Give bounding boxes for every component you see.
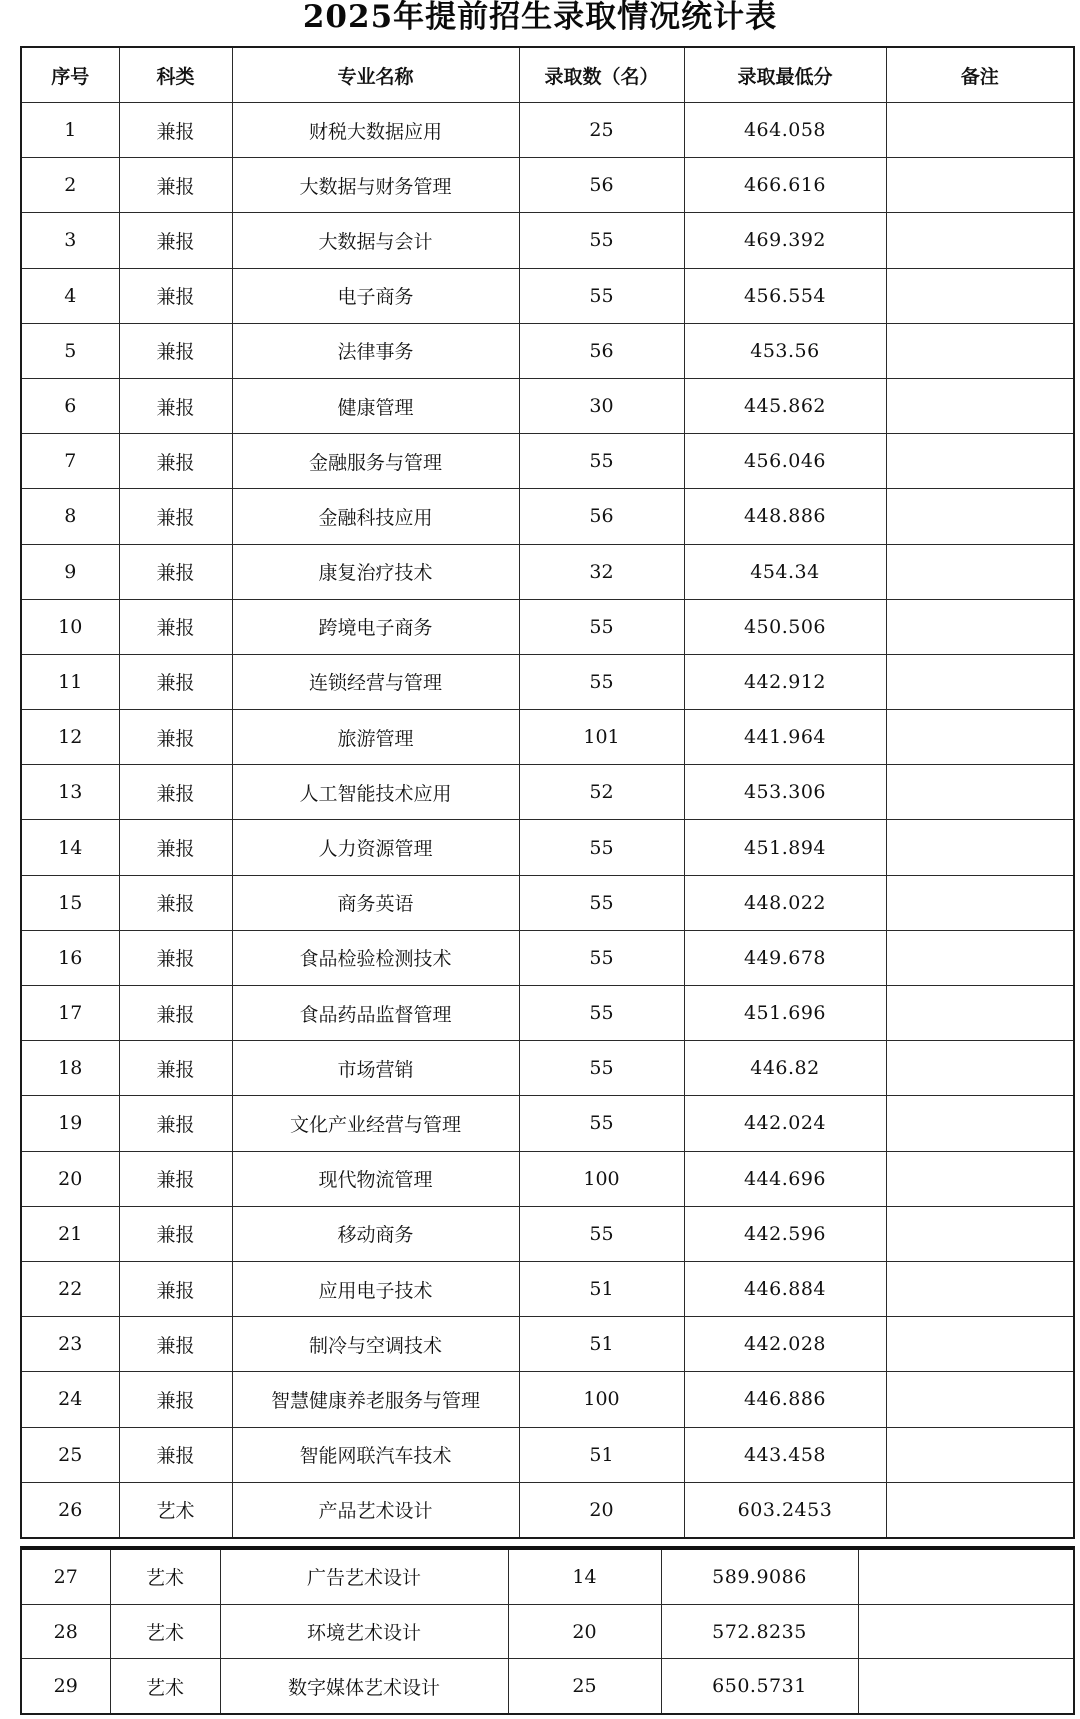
- row-admitted-count: 100: [519, 1151, 684, 1206]
- row-admitted-count: 52: [519, 765, 684, 820]
- row-index: 8: [22, 489, 119, 544]
- table-row: [22, 820, 1073, 875]
- row-remark: [886, 1096, 1073, 1151]
- row-min-score: 442.912: [684, 654, 886, 709]
- row-category: 兼报: [119, 986, 232, 1041]
- row-major-name: 产品艺术设计: [232, 1482, 519, 1537]
- table-row: [22, 103, 1073, 158]
- table-row: [22, 875, 1073, 930]
- row-admitted-count: 56: [519, 323, 684, 378]
- row-index: 16: [22, 930, 119, 985]
- row-min-score: 469.392: [684, 213, 886, 268]
- row-major-name: 环境艺术设计: [220, 1604, 508, 1659]
- header-index: 序号: [22, 48, 119, 103]
- row-remark: [858, 1550, 1073, 1604]
- page-title: 2025年提前招生录取情况统计表: [302, 0, 778, 35]
- row-min-score: 446.886: [684, 1372, 886, 1427]
- row-remark: [886, 1151, 1073, 1206]
- table-row: [22, 213, 1073, 268]
- row-index: 29: [22, 1659, 110, 1713]
- row-index: 5: [22, 323, 119, 378]
- row-admitted-count: 55: [519, 599, 684, 654]
- row-major-name: 金融服务与管理: [232, 434, 519, 489]
- row-remark: [886, 1041, 1073, 1096]
- row-admitted-count: 25: [519, 103, 684, 158]
- row-admitted-count: 55: [519, 1206, 684, 1261]
- table-row: [22, 1550, 1073, 1604]
- row-index: 7: [22, 434, 119, 489]
- row-major-name: 食品检验检测技术: [232, 930, 519, 985]
- table-row: [22, 1151, 1073, 1206]
- row-index: 3: [22, 213, 119, 268]
- row-category: 艺术: [110, 1550, 220, 1604]
- row-index: 4: [22, 268, 119, 323]
- row-major-name: 电子商务: [232, 268, 519, 323]
- table-row: [22, 599, 1073, 654]
- row-admitted-count: 25: [508, 1659, 661, 1713]
- row-index: 24: [22, 1372, 119, 1427]
- row-index: 26: [22, 1482, 119, 1537]
- row-major-name: 数字媒体艺术设计: [220, 1659, 508, 1713]
- row-remark: [886, 875, 1073, 930]
- table-row: [22, 489, 1073, 544]
- row-major-name: 财税大数据应用: [232, 103, 519, 158]
- row-min-score: 448.022: [684, 875, 886, 930]
- table-body-continued: [22, 1550, 1073, 1713]
- row-min-score: 456.046: [684, 434, 886, 489]
- row-admitted-count: 55: [519, 654, 684, 709]
- row-category: 兼报: [119, 489, 232, 544]
- row-min-score: 466.616: [684, 158, 886, 213]
- row-admitted-count: 56: [519, 158, 684, 213]
- table-row: [22, 434, 1073, 489]
- row-index: 13: [22, 765, 119, 820]
- header-category: 科类: [119, 48, 232, 103]
- table-row: [22, 1659, 1073, 1713]
- row-admitted-count: 20: [508, 1604, 661, 1659]
- row-remark: [886, 103, 1073, 158]
- row-remark: [886, 820, 1073, 875]
- row-remark: [886, 434, 1073, 489]
- row-index: 9: [22, 544, 119, 599]
- row-category: 兼报: [119, 1261, 232, 1316]
- row-major-name: 文化产业经营与管理: [232, 1096, 519, 1151]
- row-min-score: 442.024: [684, 1096, 886, 1151]
- row-min-score: 650.5731: [661, 1659, 858, 1713]
- row-category: 兼报: [119, 1206, 232, 1261]
- row-min-score: 453.306: [684, 765, 886, 820]
- row-remark: [886, 1427, 1073, 1482]
- row-category: 兼报: [119, 765, 232, 820]
- row-category: 兼报: [119, 1041, 232, 1096]
- row-category: 兼报: [119, 1427, 232, 1482]
- row-min-score: 443.458: [684, 1427, 886, 1482]
- row-remark: [858, 1604, 1073, 1659]
- row-admitted-count: 51: [519, 1261, 684, 1316]
- row-index: 22: [22, 1261, 119, 1316]
- table-row: [22, 268, 1073, 323]
- table-row: [22, 1041, 1073, 1096]
- row-admitted-count: 55: [519, 434, 684, 489]
- row-min-score: 589.9086: [661, 1550, 858, 1604]
- admission-table-continued: [20, 1546, 1075, 1715]
- row-category: 兼报: [119, 710, 232, 765]
- row-category: 兼报: [119, 1096, 232, 1151]
- row-min-score: 451.696: [684, 986, 886, 1041]
- row-admitted-count: 101: [519, 710, 684, 765]
- row-admitted-count: 55: [519, 930, 684, 985]
- row-category: 兼报: [119, 268, 232, 323]
- row-min-score: 453.56: [684, 323, 886, 378]
- table-row: [22, 1206, 1073, 1261]
- header-remark: 备注: [886, 48, 1073, 103]
- row-major-name: 智能网联汽车技术: [232, 1427, 519, 1482]
- row-remark: [886, 1261, 1073, 1316]
- row-major-name: 跨境电子商务: [232, 599, 519, 654]
- row-index: 27: [22, 1550, 110, 1604]
- row-min-score: 603.2453: [684, 1482, 886, 1537]
- row-admitted-count: 100: [519, 1372, 684, 1427]
- table-row: [22, 710, 1073, 765]
- row-admitted-count: 55: [519, 875, 684, 930]
- row-category: 兼报: [119, 213, 232, 268]
- row-category: 兼报: [119, 378, 232, 433]
- row-category: 兼报: [119, 654, 232, 709]
- table-row: [22, 1372, 1073, 1427]
- row-min-score: 442.596: [684, 1206, 886, 1261]
- row-index: 1: [22, 103, 119, 158]
- row-major-name: 连锁经营与管理: [232, 654, 519, 709]
- row-min-score: 454.34: [684, 544, 886, 599]
- table-row: [22, 986, 1073, 1041]
- table-row: [22, 1604, 1073, 1659]
- table-body: [22, 103, 1073, 1537]
- admission-table: [20, 46, 1075, 1539]
- row-index: 17: [22, 986, 119, 1041]
- row-min-score: 464.058: [684, 103, 886, 158]
- header-count: 录取数（名）: [519, 48, 684, 103]
- row-major-name: 食品药品监督管理: [232, 986, 519, 1041]
- row-min-score: 451.894: [684, 820, 886, 875]
- table-row: [22, 1096, 1073, 1151]
- row-admitted-count: 51: [519, 1427, 684, 1482]
- row-min-score: 456.554: [684, 268, 886, 323]
- row-remark: [886, 323, 1073, 378]
- row-remark: [858, 1659, 1073, 1713]
- row-index: 28: [22, 1604, 110, 1659]
- row-major-name: 人力资源管理: [232, 820, 519, 875]
- row-major-name: 人工智能技术应用: [232, 765, 519, 820]
- row-index: 2: [22, 158, 119, 213]
- table-row: [22, 1317, 1073, 1372]
- table-row: [22, 1261, 1073, 1316]
- row-index: 11: [22, 654, 119, 709]
- row-index: 15: [22, 875, 119, 930]
- row-category: 艺术: [110, 1604, 220, 1659]
- row-major-name: 移动商务: [232, 1206, 519, 1261]
- row-index: 14: [22, 820, 119, 875]
- row-admitted-count: 51: [519, 1317, 684, 1372]
- row-index: 18: [22, 1041, 119, 1096]
- row-category: 兼报: [119, 434, 232, 489]
- row-category: 兼报: [119, 1151, 232, 1206]
- row-min-score: 446.884: [684, 1261, 886, 1316]
- table-row: [22, 323, 1073, 378]
- table-row: [22, 930, 1073, 985]
- row-index: 23: [22, 1317, 119, 1372]
- row-admitted-count: 30: [519, 378, 684, 433]
- row-category: 兼报: [119, 875, 232, 930]
- row-remark: [886, 765, 1073, 820]
- row-major-name: 法律事务: [232, 323, 519, 378]
- row-major-name: 金融科技应用: [232, 489, 519, 544]
- row-min-score: 445.862: [684, 378, 886, 433]
- row-admitted-count: 32: [519, 544, 684, 599]
- row-remark: [886, 489, 1073, 544]
- row-major-name: 制冷与空调技术: [232, 1317, 519, 1372]
- row-min-score: 446.82: [684, 1041, 886, 1096]
- row-index: 19: [22, 1096, 119, 1151]
- row-remark: [886, 1206, 1073, 1261]
- row-admitted-count: 55: [519, 1041, 684, 1096]
- row-category: 艺术: [110, 1659, 220, 1713]
- row-remark: [886, 1372, 1073, 1427]
- row-major-name: 商务英语: [232, 875, 519, 930]
- header-min-score: 录取最低分: [684, 48, 886, 103]
- row-category: 兼报: [119, 599, 232, 654]
- row-min-score: 572.8235: [661, 1604, 858, 1659]
- table-row: [22, 158, 1073, 213]
- row-category: 兼报: [119, 544, 232, 599]
- row-major-name: 大数据与财务管理: [232, 158, 519, 213]
- row-min-score: 442.028: [684, 1317, 886, 1372]
- row-remark: [886, 268, 1073, 323]
- row-admitted-count: 55: [519, 820, 684, 875]
- table-row: [22, 1482, 1073, 1537]
- row-index: 21: [22, 1206, 119, 1261]
- table-header-row: [22, 48, 1073, 103]
- row-major-name: 大数据与会计: [232, 213, 519, 268]
- row-remark: [886, 1317, 1073, 1372]
- row-admitted-count: 20: [519, 1482, 684, 1537]
- row-remark: [886, 599, 1073, 654]
- row-index: 12: [22, 710, 119, 765]
- row-remark: [886, 1482, 1073, 1537]
- row-remark: [886, 158, 1073, 213]
- row-remark: [886, 378, 1073, 433]
- row-category: 兼报: [119, 323, 232, 378]
- row-min-score: 450.506: [684, 599, 886, 654]
- row-major-name: 健康管理: [232, 378, 519, 433]
- row-index: 25: [22, 1427, 119, 1482]
- row-category: 兼报: [119, 1317, 232, 1372]
- row-index: 6: [22, 378, 119, 433]
- row-admitted-count: 56: [519, 489, 684, 544]
- row-category: 艺术: [119, 1482, 232, 1537]
- row-remark: [886, 930, 1073, 985]
- row-remark: [886, 710, 1073, 765]
- row-major-name: 市场营销: [232, 1041, 519, 1096]
- row-category: 兼报: [119, 820, 232, 875]
- row-remark: [886, 986, 1073, 1041]
- row-major-name: 应用电子技术: [232, 1261, 519, 1316]
- row-major-name: 智慧健康养老服务与管理: [232, 1372, 519, 1427]
- row-remark: [886, 654, 1073, 709]
- row-index: 10: [22, 599, 119, 654]
- row-remark: [886, 544, 1073, 599]
- row-major-name: 现代物流管理: [232, 1151, 519, 1206]
- row-major-name: 广告艺术设计: [220, 1550, 508, 1604]
- row-admitted-count: 55: [519, 213, 684, 268]
- row-remark: [886, 213, 1073, 268]
- row-category: 兼报: [119, 1372, 232, 1427]
- row-major-name: 康复治疗技术: [232, 544, 519, 599]
- table-row: [22, 654, 1073, 709]
- row-admitted-count: 55: [519, 268, 684, 323]
- header-major: 专业名称: [232, 48, 519, 103]
- table-row: [22, 765, 1073, 820]
- table-row: [22, 378, 1073, 433]
- row-min-score: 441.964: [684, 710, 886, 765]
- row-min-score: 444.696: [684, 1151, 886, 1206]
- table-row: [22, 544, 1073, 599]
- row-category: 兼报: [119, 158, 232, 213]
- row-admitted-count: 14: [508, 1550, 661, 1604]
- row-admitted-count: 55: [519, 1096, 684, 1151]
- row-admitted-count: 55: [519, 986, 684, 1041]
- row-index: 20: [22, 1151, 119, 1206]
- row-category: 兼报: [119, 103, 232, 158]
- table-row: [22, 1427, 1073, 1482]
- row-major-name: 旅游管理: [232, 710, 519, 765]
- row-min-score: 449.678: [684, 930, 886, 985]
- row-category: 兼报: [119, 930, 232, 985]
- row-min-score: 448.886: [684, 489, 886, 544]
